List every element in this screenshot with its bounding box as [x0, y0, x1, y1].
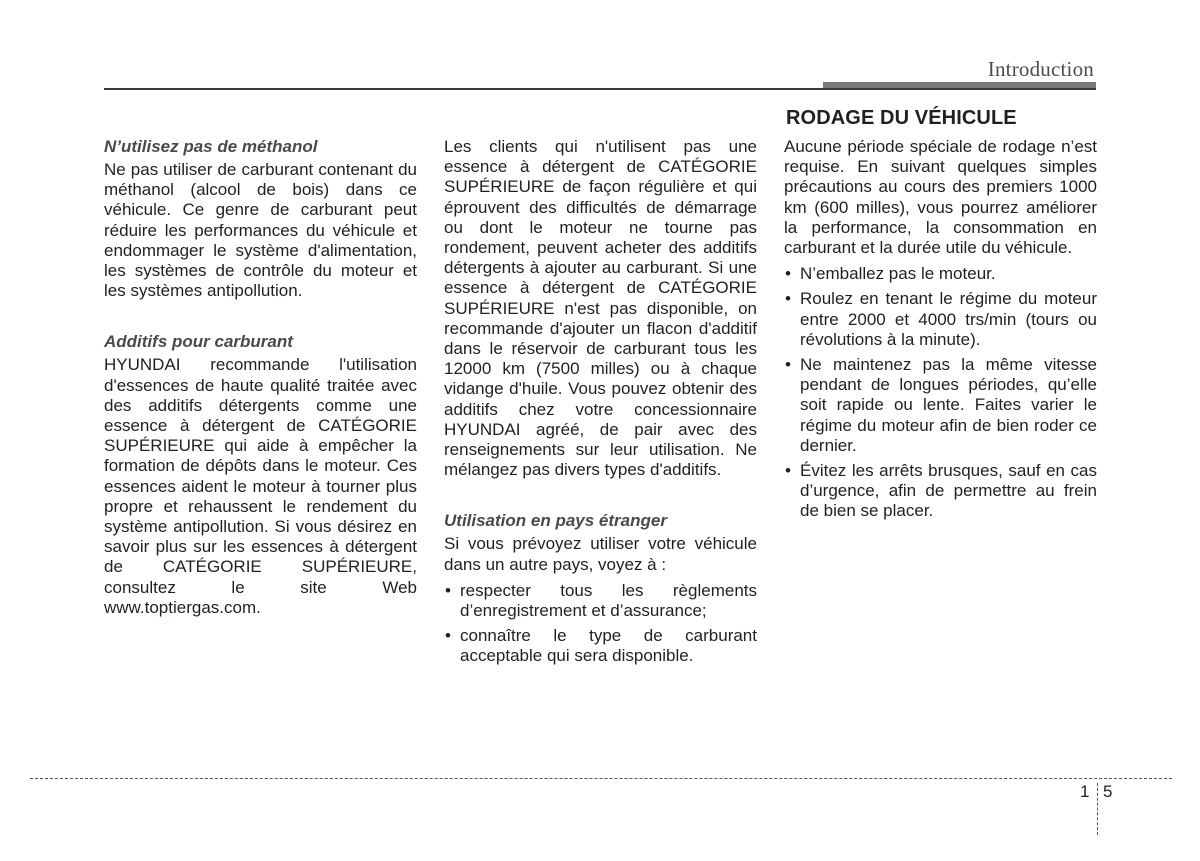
list-item: • N’emballez pas le moteur. [784, 264, 1097, 284]
footer-dashed-divider [1097, 783, 1098, 835]
footer-dashed-rule [30, 778, 1172, 779]
paragraph-fuel-additives: HYUNDAI recommande l'utilisation d'essences de haute qualité traitée avec des additifs détergents comme une essence à détergent de CATÉGORIE SUPÉRIEURE qui aide à empêcher la formation de dépôts dans le moteur. Ces essences aident le moteur à tourner plus propre et rehaussent le rendement du système antipollution. Si vous désirez en savoir plus sur les essences à détergent de CATÉGORIE SUPÉRIEURE, consultez le site Web www.toptiergas.com. [104, 355, 417, 617]
paragraph-foreign-use: Si vous prévoyez utiliser votre véhicule dans un autre pays, voyez à : [444, 534, 757, 574]
list-item: • connaître le type de carburant acceptable qui sera disponible. [444, 626, 757, 666]
column-right [784, 137, 1097, 527]
page-number: 5 [1103, 782, 1113, 801]
column-left [104, 137, 417, 618]
header-title: Introduction [987, 57, 1094, 81]
section-title-break-in: RODAGE DU VÉHICULE [786, 107, 1017, 129]
list-item: • respecter tous les règlements d’enregistrement et d’assurance; [444, 581, 757, 621]
chapter-number: 1 [1080, 782, 1090, 801]
bullet-list-break-in [784, 264, 1097, 521]
list-item: • Ne maintenez pas la même vitesse pendant de longues périodes, qu’elle soit rapide ou lente. Faites varier le régime du moteur afin de bien roder ce dernier. [784, 355, 1097, 456]
section-spacer [104, 301, 417, 332]
paragraph-methanol: Ne pas utiliser de carburant contenant du méthanol (alcool de bois) dans ce véhicule. Ce genre de carburant peut réduire les performances du véhicule et endommager le système d'alimentation, les systèmes de contrôle du moteur et les systèmes antipollution. [104, 160, 417, 301]
section-spacer [444, 480, 757, 511]
paragraph-additives-continued: Les clients qui n'utilisent pas une essence à détergent de CATÉGORIE SUPÉRIEURE de façon régulière et qui éprouvent des difficultés de démarrage ou dont le moteur ne tourne pas rondement, peuvent acheter des additifs détergents à ajouter au carburant. Si une essence à détergent de CATÉGORIE SUPÉRIEURE n'est pas disponible, on recommande d'ajouter un flacon d'additif dans le réservoir de carburant tous les 12000 km (7500 milles) ou à chaque vidange d'huile. Vous pouvez obtenir des additifs chez votre concessionnaire HYUNDAI agréé, de pair avec des renseignements sur leur utilisation. Ne mélangez pas divers types d'additifs. [444, 137, 757, 480]
bullet-list-foreign-use [444, 581, 757, 667]
heading-fuel-additives: Additifs pour carburant [104, 332, 293, 352]
paragraph-break-in: Aucune période spéciale de rodage n’est requise. En suivant quelques simples précautions au cours des premiers 1000 km (600 milles), vous pourrez améliorer la performance, la consommation en carburant et la durée utile du véhicule. [784, 137, 1097, 258]
column-middle [444, 137, 757, 672]
list-item: • Évitez les arrêts brusques, sauf en cas d’urgence, afin de permettre au frein de bien se placer. [784, 461, 1097, 522]
header-rule [104, 88, 1096, 90]
heading-foreign-use: Utilisation en pays étranger [444, 511, 667, 531]
heading-methanol: N’utilisez pas de méthanol [104, 137, 318, 156]
list-item: • Roulez en tenant le régime du moteur entre 2000 et 4000 trs/min (tours ou révolutions à la minute). [784, 289, 1097, 350]
